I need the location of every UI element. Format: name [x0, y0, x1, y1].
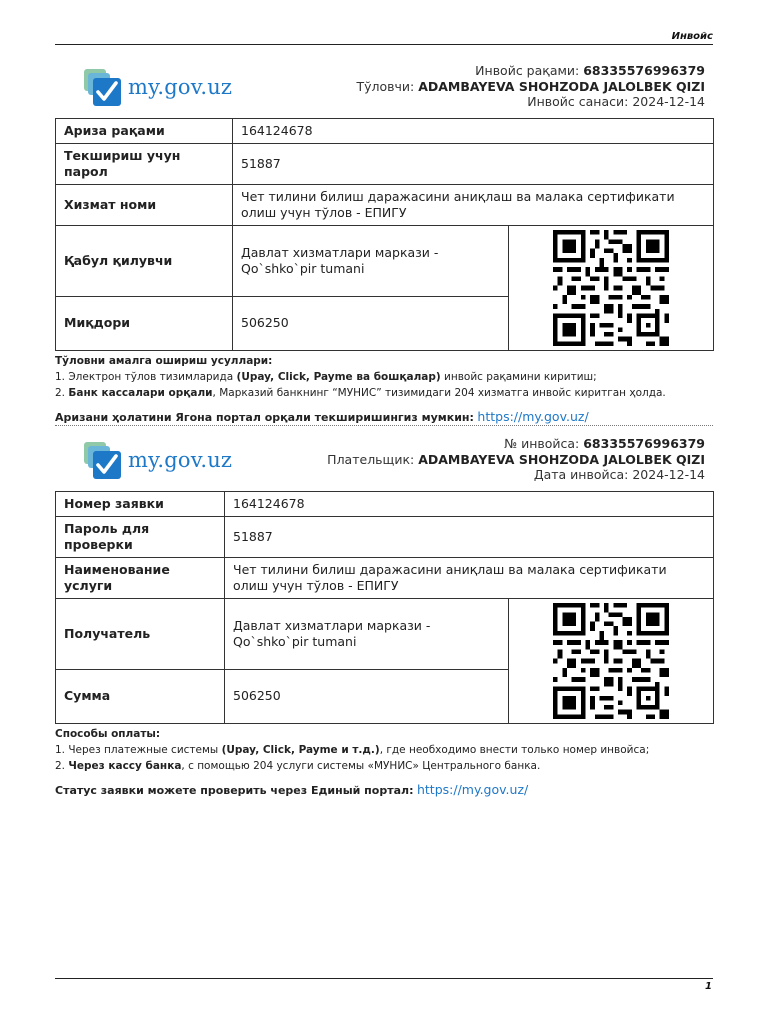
mygov-logo — [83, 441, 233, 481]
method-2-text: 2. — [55, 760, 69, 772]
invoice-table — [55, 491, 714, 724]
table-row — [56, 226, 714, 297]
payment-method-2 — [55, 758, 713, 774]
method-1-text: 1. Электрон тўлов тизимларида — [55, 371, 237, 383]
password-value: 51887 — [225, 517, 714, 558]
table-row — [56, 558, 714, 599]
qr-code — [509, 599, 714, 724]
recipient-label: Қабул қилувчи — [56, 226, 233, 297]
header-divider — [55, 44, 713, 45]
invoice-date: 2024-12-14 — [632, 94, 705, 109]
payment-methods-title: Тўловни амалга ошириш усуллари: — [55, 355, 273, 367]
invoice-section-ru — [55, 433, 713, 799]
application-number-value: 164124678 — [233, 119, 714, 144]
portal-note — [55, 409, 713, 426]
payment-methods — [55, 726, 713, 799]
payer-label: Тўловчи: — [356, 78, 415, 94]
method-1-tail: , где необходимо внести только номер инвойса; — [379, 744, 650, 756]
cut-line-divider — [55, 425, 713, 426]
method-2-tail: , с помощью 204 услуги системы «МУНИС» Центрального банка. — [181, 760, 541, 772]
amount-label: Сумма — [56, 669, 225, 723]
payment-methods-title: Способы оплаты: — [55, 728, 161, 740]
method-2-bank: Через кассу банка — [68, 760, 182, 772]
method-2-text: 2. — [55, 387, 69, 399]
table-row — [56, 119, 714, 144]
document-header-label: Инвойс — [671, 31, 713, 42]
invoice-number: 68335576996379 — [583, 63, 705, 78]
invoice-section-uz — [55, 60, 713, 426]
password-label: Текшириш учун парол — [56, 144, 233, 185]
password-label: Пароль для проверки — [56, 517, 225, 558]
application-number-label: Номер заявки — [56, 492, 225, 517]
application-number-value: 164124678 — [225, 492, 714, 517]
invoice-header — [55, 433, 713, 489]
portal-link[interactable]: https://my.gov.uz/ — [477, 409, 589, 424]
payment-methods — [55, 353, 713, 426]
invoice-number: 68335576996379 — [583, 436, 705, 451]
logo-wordmark: my.gov.uz — [128, 448, 233, 472]
amount-value: 506250 — [225, 669, 509, 723]
invoice-date: 2024-12-14 — [632, 467, 705, 482]
method-1-systems: (Upay, Click, Payme и т.д.) — [221, 744, 380, 756]
table-row — [56, 517, 714, 558]
invoice-number-label: № инвойса: — [504, 436, 580, 451]
invoice-meta — [356, 63, 705, 110]
portal-label: Статус заявки можете проверить через Единый портал: — [55, 784, 414, 797]
invoice-header — [55, 60, 713, 116]
page-number: 1 — [705, 981, 712, 992]
invoice-meta — [327, 436, 705, 483]
portal-note — [55, 782, 713, 799]
table-row — [56, 144, 714, 185]
invoice-table — [55, 118, 714, 351]
payment-method-1 — [55, 369, 713, 385]
method-1-tail: инвойс рақамини киритиш; — [440, 371, 597, 383]
payer-label: Плательщик: — [327, 451, 415, 467]
invoice-number-label: Инвойс рақами: — [475, 63, 580, 78]
portal-link[interactable]: https://my.gov.uz/ — [416, 782, 529, 797]
recipient-value: Давлат хизматлари маркази - Qo`shko`pir tumani — [225, 599, 509, 670]
method-1-text: 1. Через платежные системы — [55, 744, 222, 756]
footer-divider — [55, 978, 713, 979]
method-1-systems: (Upay, Click, Payme ва бошқалар) — [236, 371, 441, 383]
checkmark-logo-icon — [83, 68, 123, 108]
application-number-label: Ариза рақами — [56, 119, 233, 144]
payment-method-1 — [55, 742, 713, 758]
amount-label: Миқдори — [56, 296, 233, 350]
service-name-value: Чет тилини билиш даражасини аниқлаш ва малака сертификати олиш учун тўлов - ЕПИГУ — [233, 185, 714, 226]
payment-method-2 — [55, 385, 713, 401]
service-name-value: Чет тилини билиш даражасини аниқлаш ва малака сертификати олиш учун тўлов - ЕПИГУ — [225, 558, 714, 599]
method-2-tail: , Марказий банкнинг “МУНИС” тизимидаги 204 хизматга инвойс киритган ҳолда. — [212, 387, 666, 399]
qr-code-icon — [551, 230, 671, 346]
service-name-label: Наименование услуги — [56, 558, 225, 599]
invoice-date-label: Инвойс санаси: — [527, 94, 629, 109]
invoice-date-label: Дата инвойса: — [533, 467, 629, 482]
table-row — [56, 492, 714, 517]
recipient-value: Давлат хизматлари маркази - Qo`shko`pir tumani — [233, 226, 509, 297]
logo-wordmark: my.gov.uz — [128, 75, 233, 99]
payer-name: ADAMBAYEVA SHOHZODA JALOLBEK QIZI — [418, 451, 705, 467]
checkmark-logo-icon — [83, 441, 123, 481]
recipient-label: Получатель — [56, 599, 225, 670]
portal-label: Аризани ҳолатини Ягона портал орқали текширишингиз мумкин: — [55, 411, 474, 424]
payer-name: ADAMBAYEVA SHOHZODA JALOLBEK QIZI — [418, 78, 705, 94]
amount-value: 506250 — [233, 296, 509, 350]
qr-code-icon — [551, 603, 671, 719]
service-name-label: Хизмат номи — [56, 185, 233, 226]
password-value: 51887 — [233, 144, 714, 185]
table-row — [56, 599, 714, 670]
mygov-logo — [83, 68, 233, 108]
qr-code — [509, 226, 714, 351]
method-2-bank: Банк кассалари орқали — [68, 387, 213, 399]
table-row — [56, 185, 714, 226]
